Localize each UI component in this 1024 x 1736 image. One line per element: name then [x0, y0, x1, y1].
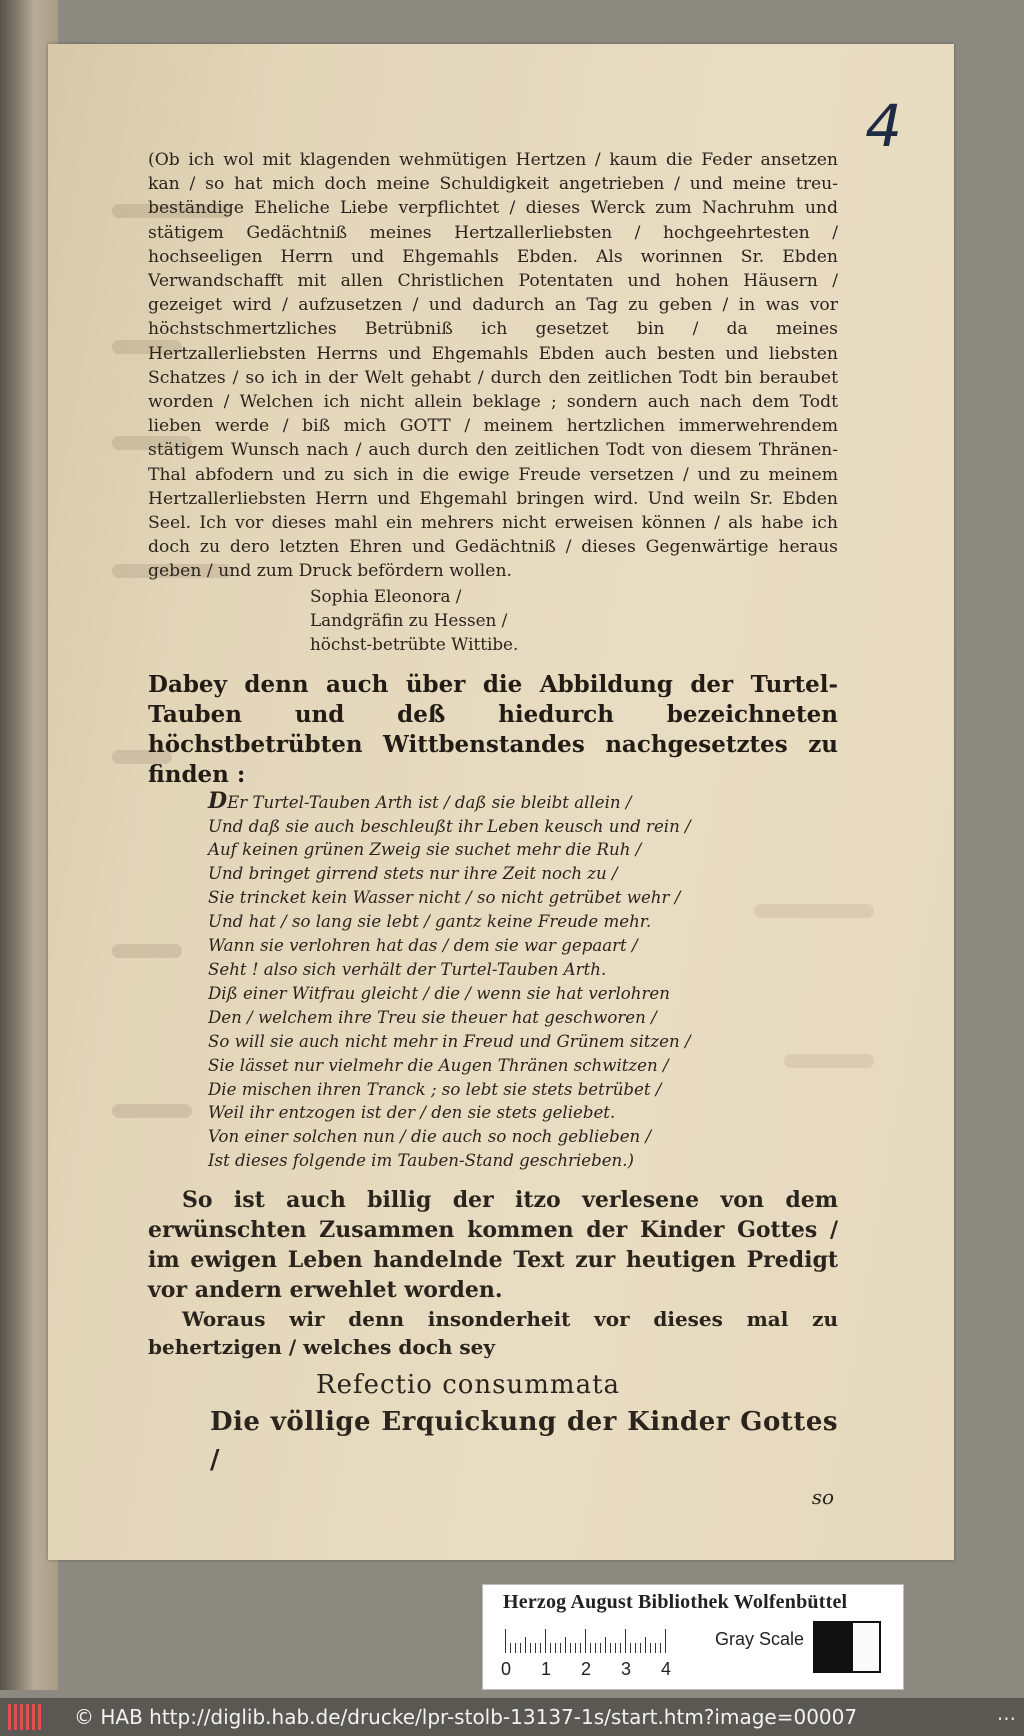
ruler-label: 1 [541, 1659, 552, 1679]
white-swatch [853, 1623, 879, 1671]
ruler-tick [510, 1643, 511, 1653]
library-title: Herzog August Bibliothek Wolfenbüttel [503, 1591, 848, 1613]
ruler-tick [515, 1643, 516, 1653]
hab-logo-icon [8, 1704, 44, 1730]
german-title: Die völlige Erquickung der Kinder Gottes / [210, 1407, 838, 1476]
poem-line: Wann sie verlohren hat das / dem sie war gepaart / [208, 936, 638, 956]
ruler-tick [550, 1643, 551, 1653]
ruler-tick [520, 1643, 521, 1653]
ruler-tick [630, 1643, 631, 1653]
ruler-label: 4 [661, 1659, 672, 1679]
section-heading: Dabey denn auch über die Abbildung der Turtel-Tauben und deß hiedurch bezeichneten höchstbetrübten Wittbenstandes nachgesetztes zu finden : [148, 670, 838, 788]
ruler-tick [590, 1643, 591, 1653]
poem-line: Von einer solchen nun / die auch so noch geblieben / [208, 1127, 652, 1147]
ruler-tick [580, 1643, 581, 1653]
signature-block [310, 584, 838, 656]
poem-line: Und bringet girrend stets nur ihre Zeit noch zu / [208, 864, 618, 884]
poem-line: DEr Turtel-Tauben Arth ist / daß sie bleibt allein / [208, 787, 632, 814]
latin-title: Refectio consummata [316, 1370, 621, 1401]
ruler-tick [555, 1643, 556, 1653]
poem-line: Diß einer Witfrau gleicht / die / wenn sie hat verlohren [208, 983, 670, 1003]
poem-line: Seht ! also sich verhält der Turtel-Tauben Arth. [208, 960, 607, 979]
copyright-url[interactable]: © HAB http://diglib.hab.de/drucke/lpr-stolb-13137-1s/start.htm?image=00007 [74, 1705, 858, 1729]
poem-line: So will sie auch nicht mehr in Freud und Grünem sitzen / [208, 1031, 691, 1051]
signature-line: höchst-betrübte Wittibe. [310, 633, 519, 654]
page-text [148, 148, 838, 1509]
ruler-tick [605, 1637, 606, 1653]
intro-paragraph: (Ob ich wol mit klagenden wehmütigen Hertzen / kaum die Feder ansetzen kan / so hat mich doch meine Schuldigkeit angetrieben / und meine treu-beständige Eheliche Liebe verpflichtet / dieses Werck zum Nachruhm und stätigem Gedächtniß meines Hertzallerliebsten / hochgeehrtesten / hochseeligen Herrn und Ehgemahls Ebden. Als worinnen Sr. Ebden Verwandschafft mit allen Christlichen Potentaten und hohen Häusern / gezeiget wird / aufzusetzen / und dadurch an Tag zu geben / in was vor höchstschmertzliches Betrübniß ich gesetzet bin / da meines Hertzallerliebsten Herrns und Ehgemahls Ebden auch besten und liebsten Schatzes / so ich in der Welt gehabt / durch den zeitlichen Todt bin beraubet worden / Welchen ich nicht allein beklage ; sondern auch nach dem Todt lieben werde / biß mich GOTT / meinem hertzlichen immerwehrendem stätigem Wunsch nach / auch durch den zeitlichen Todt von diesem Thränen-Thal abfodern und zu sich in die ewige Freude versetzen / und zu meinem Hertzallerliebsten Herrn und Ehgemahl bringen wird. Und weiln Sr. Ebden Seel. Ich vor dieses mahl ein mehrers nicht erweisen können / als habe ich doch zu dero letzten Ehren und Gedächtniß / dieses Gegenwärtige heraus geben / und zum Druck befördern wollen. [148, 150, 838, 582]
ruler-tick [505, 1629, 506, 1653]
ruler-tick [650, 1643, 651, 1653]
poem-line: Sie trincket kein Wasser nicht / so nicht getrübet wehr / [208, 888, 681, 908]
ruler-tick [635, 1643, 636, 1653]
ruler-tick [595, 1643, 596, 1653]
ruler-tick [625, 1629, 626, 1653]
color-calibration-bar [482, 1584, 904, 1690]
body-paragraph: So ist auch billig der itzo verlesene von dem erwünschten Zusammen kommen der Kinder Gottes / im ewigen Leben handelnde Text zur heutigen Predigt vor andern erwehlet worden. [148, 1187, 838, 1304]
ruler-tick [640, 1643, 641, 1653]
poem-line: Weil ihr entzogen ist der / den sie stets geliebet. [208, 1103, 616, 1123]
footer-bar [0, 1698, 1024, 1736]
ruler-tick [660, 1643, 661, 1653]
poem-line: Sie lässet nur vielmehr die Augen Thränen schwitzen / [208, 1055, 669, 1075]
gray-scale-label: Gray Scale [715, 1629, 805, 1649]
ruler [505, 1625, 685, 1653]
ruler-tick [645, 1637, 646, 1653]
ruler-tick [620, 1643, 621, 1653]
poem-line: Den / welchem ihre Treu sie theuer hat geschworen / [208, 1007, 657, 1027]
signature-line: Landgräfin zu Hessen / [310, 609, 508, 630]
more-menu[interactable]: ... [996, 1701, 1016, 1725]
ruler-tick [560, 1643, 561, 1653]
poem-line: Und hat / so lang sie lebt / gantz keine Freude mehr. [208, 912, 652, 932]
page-number: 4 [865, 92, 902, 160]
poem-line: Auf keinen grünen Zweig sie suchet mehr die Ruh / [208, 840, 642, 860]
ruler-tick [525, 1637, 526, 1653]
ruler-tick [535, 1643, 536, 1653]
black-swatch [815, 1623, 853, 1671]
ruler-label: 2 [581, 1659, 592, 1679]
ruler-tick [545, 1629, 546, 1653]
gray-swatches [813, 1621, 881, 1673]
catchword: so [811, 1485, 834, 1510]
ruler-tick [570, 1643, 571, 1653]
poem [208, 787, 838, 1174]
poem-line: Und daß sie auch beschleußt ihr Leben keusch und rein / [208, 816, 691, 836]
ruler-tick [575, 1643, 576, 1653]
ruler-label: 3 [621, 1659, 632, 1679]
ruler-tick [600, 1643, 601, 1653]
poem-line: Die mischen ihren Tranck ; so lebt sie stets betrübet / [208, 1079, 662, 1099]
ruler-tick [610, 1643, 611, 1653]
poem-line: Ist dieses folgende im Tauben-Stand geschrieben.) [208, 1151, 634, 1171]
ruler-tick [665, 1629, 666, 1653]
ruler-label: 0 [501, 1659, 512, 1679]
ruler-tick [565, 1637, 566, 1653]
ruler-tick [615, 1643, 616, 1653]
ruler-tick [585, 1629, 586, 1653]
ruler-tick [530, 1643, 531, 1653]
ruler-tick [540, 1643, 541, 1653]
signature-line: Sophia Eleonora / [310, 585, 462, 606]
ruler-tick [655, 1643, 656, 1653]
body-paragraph: Woraus wir denn insonderheit vor dieses mal zu behertzigen / welches doch sey [148, 1307, 838, 1360]
